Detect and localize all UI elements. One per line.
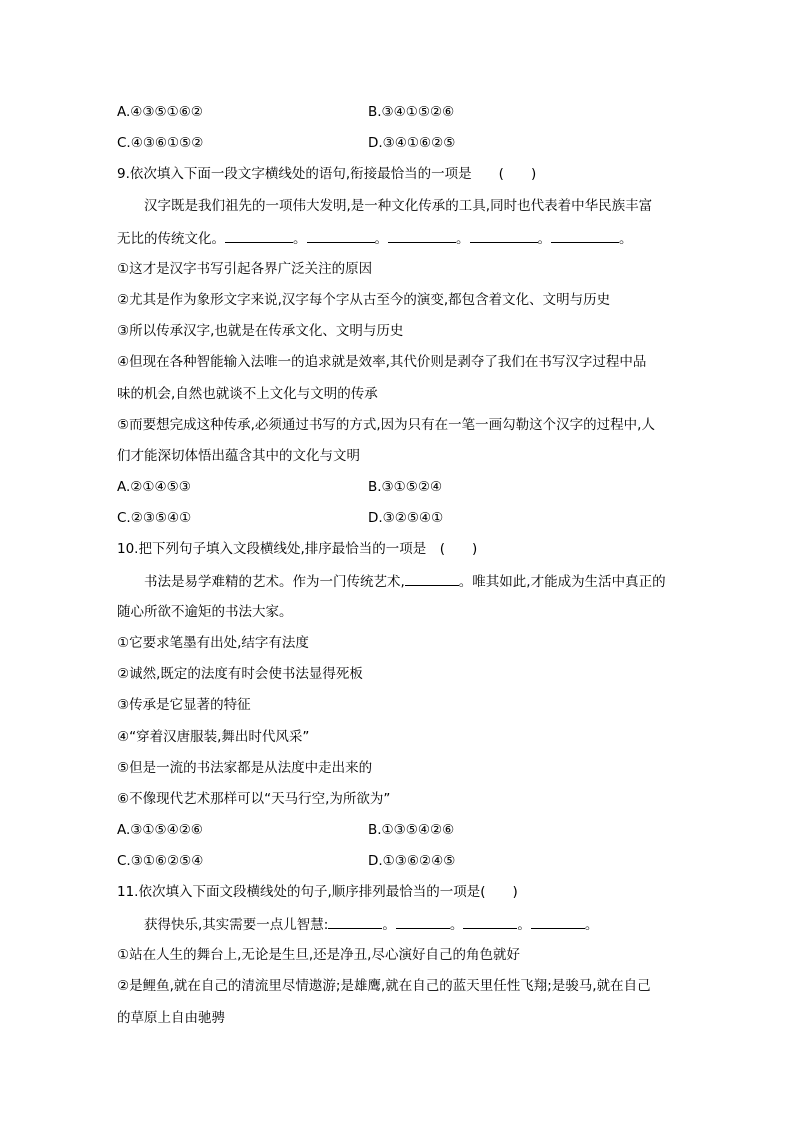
q8-option-b: B.③④①⑤②⑥	[368, 104, 455, 120]
q10-stem: 10.把下列句子填入文段横线处,排序最恰当的一项是 ( )	[117, 541, 478, 557]
q10-passage-text-a: 书法是易学难精的艺术。作为一门传统艺术,	[144, 574, 405, 590]
q10-option-a: A.③①⑤④②⑥	[117, 822, 203, 838]
q9-option-a: A.②①④⑤③	[117, 479, 191, 495]
q11-item-2-line2: 的草原上自由驰骋	[117, 1010, 225, 1026]
blank-3	[463, 914, 517, 929]
q10-passage-text-b: 。唯其如此,才能成为生活中真正的	[458, 574, 666, 590]
q9-option-d: D.③②⑤④①	[368, 510, 444, 526]
q10-passage-line2: 随心所欲不逾矩的书法大家。	[117, 604, 293, 620]
q9-passage-line2	[117, 228, 633, 249]
blank-4	[531, 914, 585, 929]
separator: 。	[456, 231, 470, 247]
q8-option-a: A.④③⑤①⑥②	[117, 104, 203, 120]
separator: 。	[619, 231, 633, 247]
q11-item-2-line1: ②是鲤鱼,就在自己的清流里尽情遨游;是雄鹰,就在自己的蓝天里任性飞翔;是骏马,就在自己	[117, 978, 651, 994]
q10-passage-line1	[144, 571, 666, 592]
separator: 。	[293, 231, 307, 247]
q9-option-c: C.②③⑤④①	[117, 510, 192, 526]
blank-3	[388, 228, 456, 243]
blank-1	[328, 914, 382, 929]
q9-item-5-line1: ⑤而要想完成这种传承,必须通过书写的方式,因为只有在一笔一画勾勒这个汉字的过程中,人	[117, 417, 655, 433]
q11-passage-text: 获得快乐,其实需要一点儿智慧:	[144, 917, 329, 933]
q10-item-2: ②诚然,既定的法度有时会使书法显得死板	[117, 666, 363, 682]
q10-item-5: ⑤但是一流的书法家都是从法度中走出来的	[117, 760, 373, 776]
q9-item-1: ①这才是汉字书写引起各界广泛关注的原因	[117, 261, 373, 277]
blank-1	[225, 228, 293, 243]
q11-passage-line1	[144, 914, 598, 935]
q9-item-3: ③所以传承汉字,也就是在传承文化、文明与历史	[117, 323, 404, 339]
q9-item-5-line2: 们才能深切体悟出蕴含其中的文化与文明	[117, 448, 360, 464]
q9-item-4-line1: ④但现在各种智能输入法唯一的追求就是效率,其代价则是剥夺了我们在书写汉字过程中品	[117, 354, 647, 370]
q10-item-1: ①它要求笔墨有出处,结字有法度	[117, 635, 309, 651]
separator: 。	[374, 231, 388, 247]
q9-item-4-line2: 味的机会,自然也就谈不上文化与文明的传承	[117, 386, 378, 402]
q9-passage-line1: 汉字既是我们祖先的一项伟大发明,是一种文化传承的工具,同时也代表着中华民族丰富	[144, 198, 653, 214]
q8-option-c: C.④③⑥①⑤②	[117, 135, 204, 151]
q10-option-d: D.①③⑥②④⑤	[368, 853, 456, 869]
q10-item-6: ⑥不像现代艺术那样可以“天马行空,为所欲为”	[117, 791, 391, 807]
q10-option-b: B.①③⑤④②⑥	[368, 822, 455, 838]
separator: 。	[382, 917, 396, 933]
blank-2	[307, 228, 375, 243]
separator: 。	[537, 231, 551, 247]
blank-2	[396, 914, 450, 929]
q11-stem: 11.依次填入下面文段横线处的句子,顺序排列最恰当的一项是( )	[117, 884, 518, 900]
blank-4	[470, 228, 538, 243]
separator: 。	[584, 917, 599, 933]
q9-passage-text: 无比的传统文化。	[117, 231, 225, 247]
q10-option-c: C.③①⑥②⑤④	[117, 853, 204, 869]
blank-5	[551, 228, 619, 243]
q9-item-2: ②尤其是作为象形文字来说,汉字每个字从古至今的演变,都包含着文化、文明与历史	[117, 292, 611, 308]
q10-item-3: ③传承是它显著的特征	[117, 697, 251, 713]
q9-stem: 9.依次填入下面一段文字横线处的语句,衔接最恰当的一项是 ( )	[117, 166, 537, 182]
separator: 。	[517, 917, 531, 933]
q10-item-4: ④“穿着汉唐服装,舞出时代风采”	[117, 729, 310, 745]
q9-option-b: B.③①⑤②④	[368, 479, 443, 495]
separator: 。	[449, 917, 464, 933]
q11-item-1: ①站在人生的舞台上,无论是生旦,还是净丑,尽心演好自己的角色就好	[117, 947, 520, 963]
q8-option-d: D.③④①⑥②⑤	[368, 135, 456, 151]
blank-1	[405, 571, 459, 586]
